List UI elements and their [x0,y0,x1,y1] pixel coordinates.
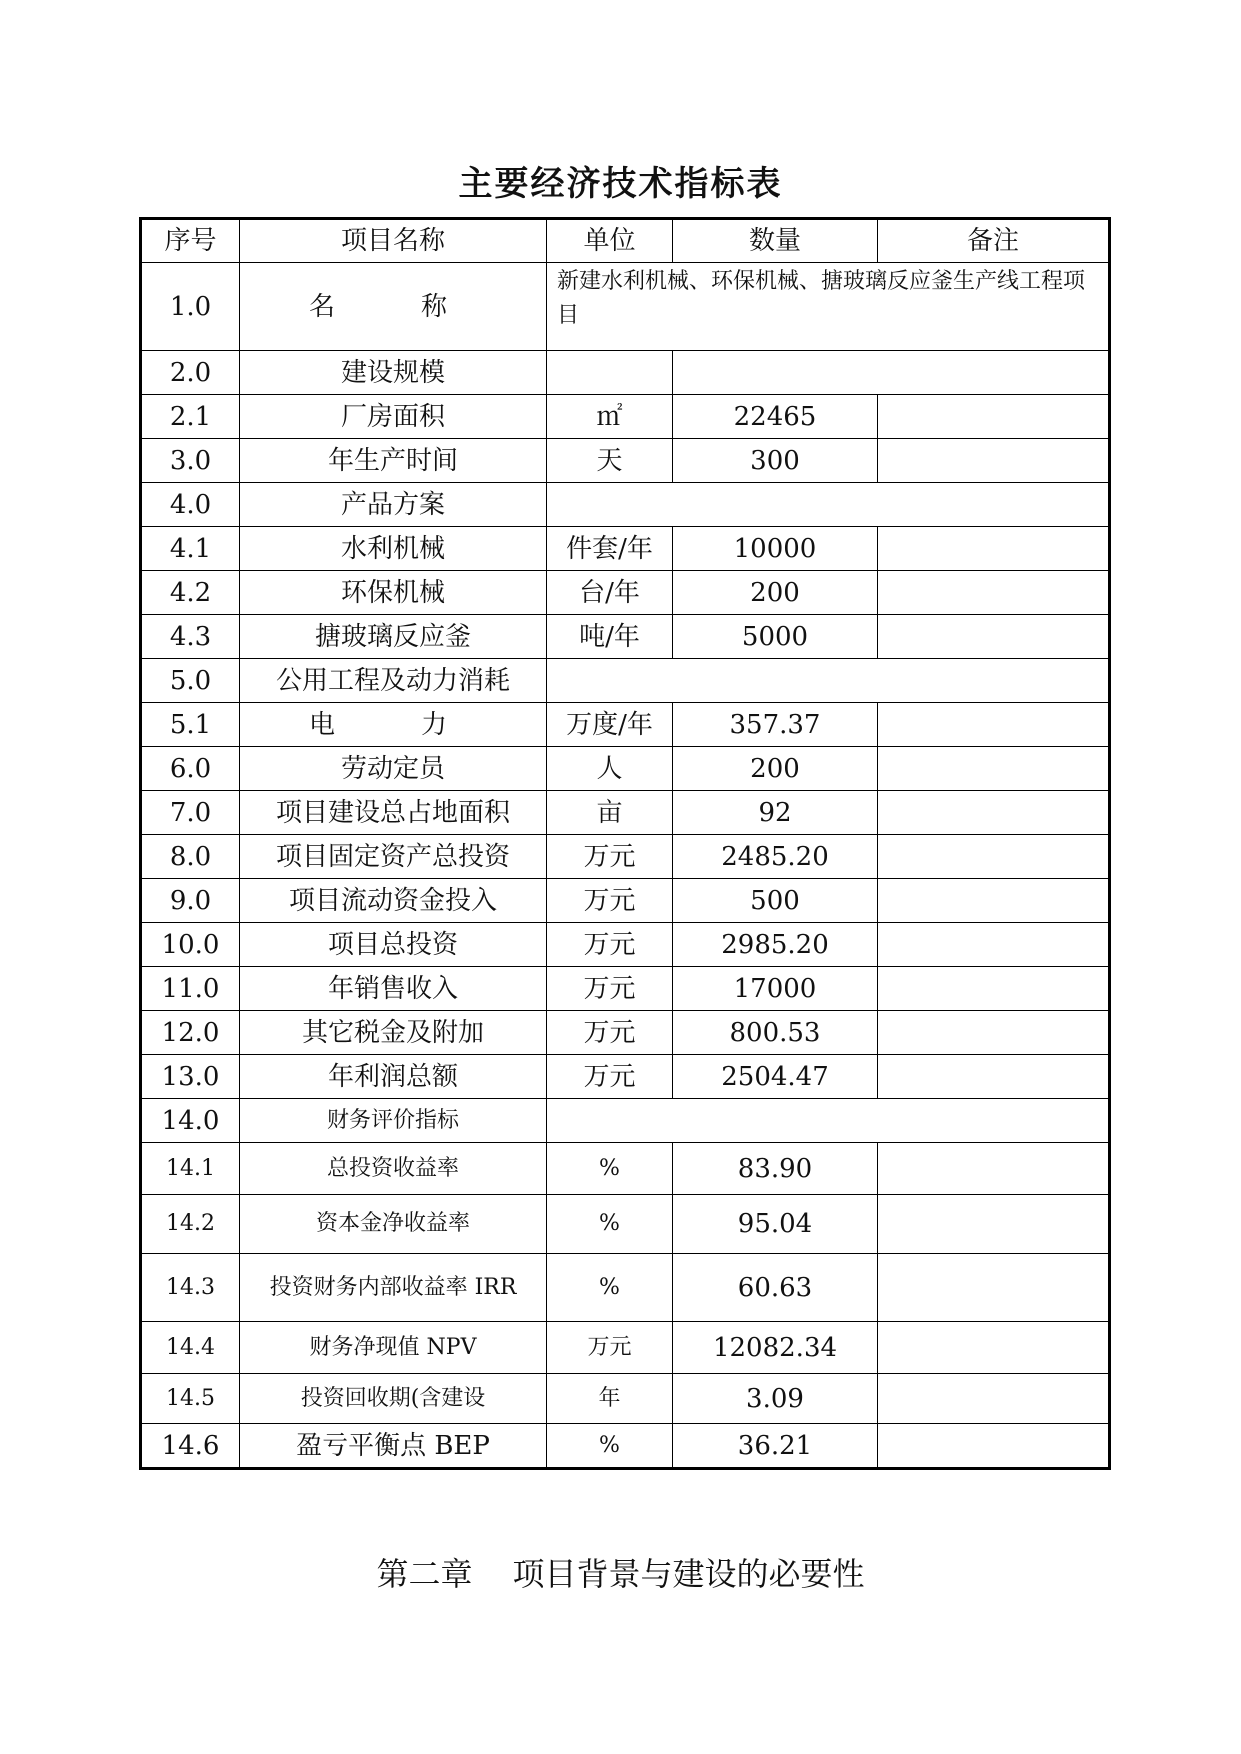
row-note [878,615,1110,659]
row-note [878,1254,1110,1322]
row-no: 4.1 [141,527,240,571]
row-name: 项目固定资产总投资 [240,835,547,879]
row-note [878,1322,1110,1374]
row-unit [547,1099,1110,1143]
row-name: 项目流动资金投入 [240,879,547,923]
row-unit: ㎡ [547,395,673,439]
table-row [141,1254,1110,1322]
row-note [878,527,1110,571]
table-row [141,1374,1110,1424]
row-no: 3.0 [141,439,240,483]
row-name: 盈亏平衡点 BEP [240,1424,547,1469]
chapter-heading [0,1552,1241,1596]
row-qty: 200 [673,747,878,791]
row-unit [547,659,1110,703]
row-no: 11.0 [141,967,240,1011]
row-unit: 年 [547,1374,673,1424]
row-unit: 万元 [547,967,673,1011]
row-name: 水利机械 [240,527,547,571]
row-no: 2.0 [141,351,240,395]
row-unit: 件套/年 [547,527,673,571]
header-qty: 数量 [673,219,878,263]
row-name: 名 称 [240,263,547,351]
row-qty: 800.53 [673,1011,878,1055]
row-unit: 万元 [547,879,673,923]
row-qty: 5000 [673,615,878,659]
row-no: 14.2 [141,1195,240,1254]
table-row [141,571,1110,615]
row-qty: 83.90 [673,1143,878,1195]
row-name: 环保机械 [240,571,547,615]
row-unit: 万元 [547,1055,673,1099]
table-header-row [141,219,1110,263]
row-name: 项目总投资 [240,923,547,967]
row-note [878,923,1110,967]
table-row [141,263,1110,351]
row-qty: 357.37 [673,703,878,747]
chapter-label: 第二章 [376,1555,473,1593]
row-unit: % [547,1424,673,1469]
row-note [878,395,1110,439]
row-name: 其它税金及附加 [240,1011,547,1055]
row-qty: 17000 [673,967,878,1011]
row-unit: 天 [547,439,673,483]
row-unit [547,351,673,395]
row-note [878,703,1110,747]
row-no: 4.3 [141,615,240,659]
row-no: 14.4 [141,1322,240,1374]
row-name: 建设规模 [240,351,547,395]
row-note [878,835,1110,879]
row-note [878,879,1110,923]
row-name: 年生产时间 [240,439,547,483]
row-name: 资本金净收益率 [240,1195,547,1254]
row-qty: 300 [673,439,878,483]
table-row [141,351,1110,395]
row-no: 8.0 [141,835,240,879]
table-row [141,483,1110,527]
row-note [878,747,1110,791]
table-row [141,791,1110,835]
row-name: 厂房面积 [240,395,547,439]
row-name: 电 力 [240,703,547,747]
row-no: 7.0 [141,791,240,835]
row-no: 5.1 [141,703,240,747]
row-note [878,1374,1110,1424]
row-name: 公用工程及动力消耗 [240,659,547,703]
row-note [878,439,1110,483]
row-no: 4.0 [141,483,240,527]
row-note [878,1055,1110,1099]
row-no: 4.2 [141,571,240,615]
table-row [141,615,1110,659]
row-unit: 吨/年 [547,615,673,659]
row-qty: 10000 [673,527,878,571]
row-unit: 万度/年 [547,703,673,747]
row-no: 14.0 [141,1099,240,1143]
row-note [878,1195,1110,1254]
row-qty: 3.09 [673,1374,878,1424]
table-row [141,1195,1110,1254]
table-row [141,527,1110,571]
table-row [141,747,1110,791]
table-row [141,879,1110,923]
row-note [878,571,1110,615]
row-note [878,1011,1110,1055]
row-name: 年销售收入 [240,967,547,1011]
row-unit: 万元 [547,923,673,967]
row-unit: 万元 [547,1011,673,1055]
header-no: 序号 [141,219,240,263]
row-note [878,1143,1110,1195]
row-note [878,791,1110,835]
table-row [141,923,1110,967]
row-name: 劳动定员 [240,747,547,791]
row-qty: 60.63 [673,1254,878,1322]
row-qty: 2504.47 [673,1055,878,1099]
row-unit: 万元 [547,835,673,879]
row-no: 14.1 [141,1143,240,1195]
row-note [878,967,1110,1011]
header-name: 项目名称 [240,219,547,263]
table-row [141,1424,1110,1469]
row-name: 年利润总额 [240,1055,547,1099]
row-name: 财务评价指标 [240,1099,547,1143]
row-unit: % [547,1143,673,1195]
row-unit: 人 [547,747,673,791]
table-row [141,659,1110,703]
row-no: 6.0 [141,747,240,791]
row-qty: 2985.20 [673,923,878,967]
table-row [141,967,1110,1011]
row-name: 投资回收期(含建设 [240,1374,547,1424]
table-row [141,439,1110,483]
row-no: 10.0 [141,923,240,967]
row-qty: 92 [673,791,878,835]
row-name: 项目建设总占地面积 [240,791,547,835]
economic-indicators-table [139,217,1111,1470]
row-unit: 台/年 [547,571,673,615]
row-name: 财务净现值 NPV [240,1322,547,1374]
row-no: 14.3 [141,1254,240,1322]
table-row [141,1099,1110,1143]
row-name: 产品方案 [240,483,547,527]
header-unit: 单位 [547,219,673,263]
table-row [141,395,1110,439]
row-no: 14.6 [141,1424,240,1469]
row-name: 总投资收益率 [240,1143,547,1195]
row-name: 搪玻璃反应釜 [240,615,547,659]
row-unit: % [547,1195,673,1254]
row-qty: 2485.20 [673,835,878,879]
row-qty: 36.21 [673,1424,878,1469]
row-no: 2.1 [141,395,240,439]
row-qty: 200 [673,571,878,615]
row-description: 新建水利机械、环保机械、搪玻璃反应釜生产线工程项目 [547,263,1110,351]
chapter-title-text: 项目背景与建设的必要性 [512,1555,865,1593]
table-row [141,835,1110,879]
table-row [141,1143,1110,1195]
row-no: 1.0 [141,263,240,351]
row-no: 13.0 [141,1055,240,1099]
page-title: 主要经济技术指标表 [458,164,783,204]
row-no: 14.5 [141,1374,240,1424]
row-no: 12.0 [141,1011,240,1055]
row-unit: % [547,1254,673,1322]
table-row [141,1322,1110,1374]
row-qty [673,351,1110,395]
row-qty: 22465 [673,395,878,439]
row-unit: 万元 [547,1322,673,1374]
row-qty: 500 [673,879,878,923]
table-row [141,703,1110,747]
row-no: 9.0 [141,879,240,923]
row-name: 投资财务内部收益率 IRR [240,1254,547,1322]
row-note [878,1424,1110,1469]
table-row [141,1055,1110,1099]
table-row [141,1011,1110,1055]
row-unit: 亩 [547,791,673,835]
row-no: 5.0 [141,659,240,703]
row-qty: 12082.34 [673,1322,878,1374]
row-qty: 95.04 [673,1195,878,1254]
row-unit [547,483,1110,527]
header-note: 备注 [878,219,1110,263]
